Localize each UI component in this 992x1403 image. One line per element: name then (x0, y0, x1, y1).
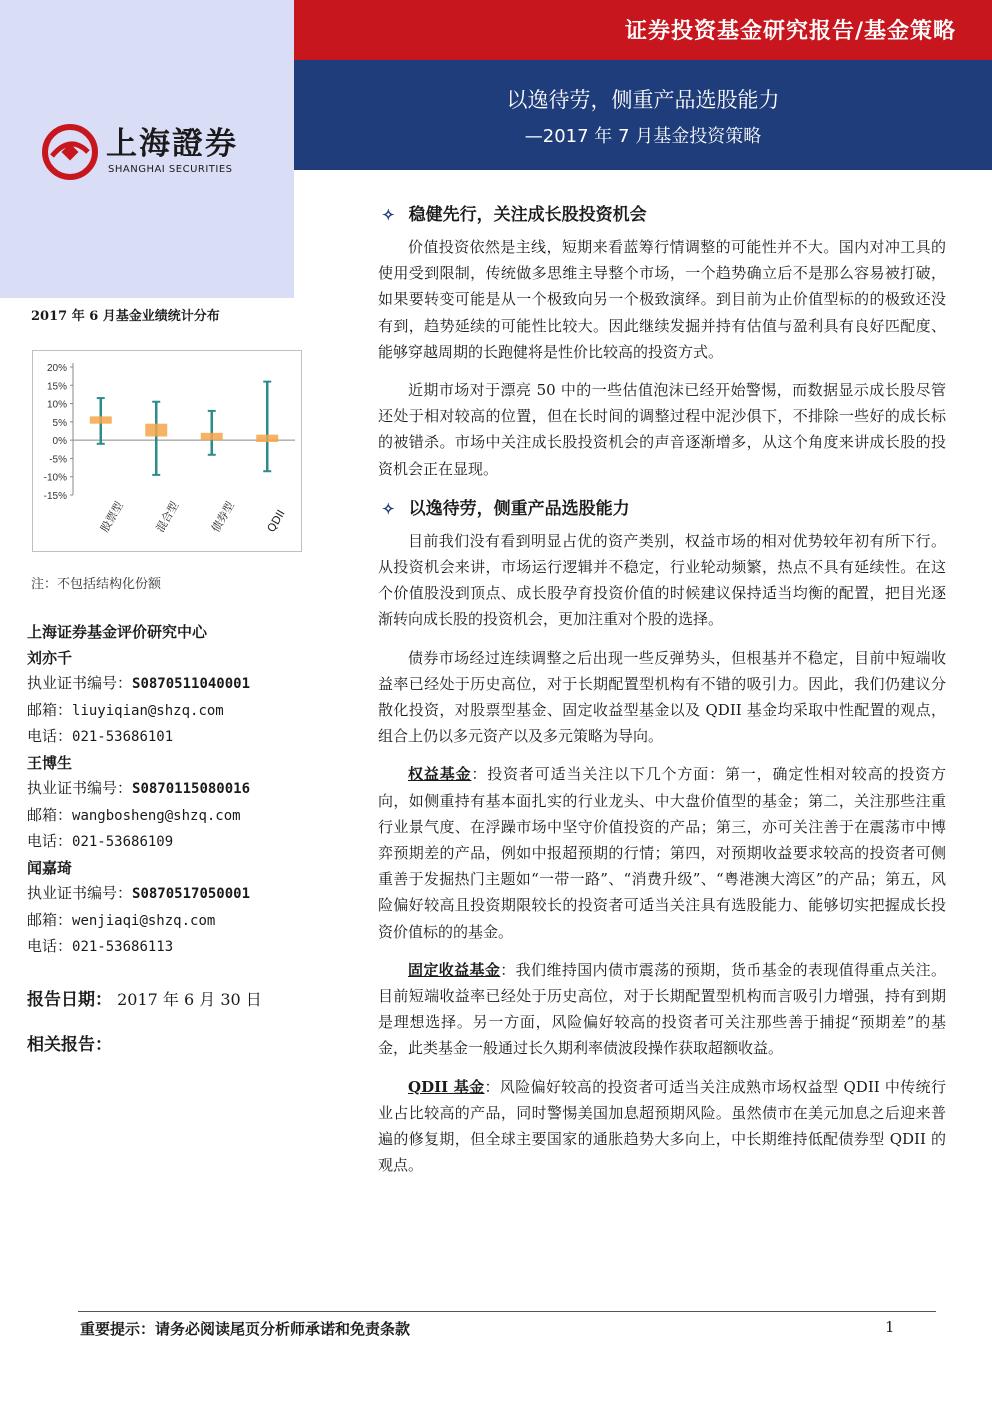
cert-label: 执业证书编号： (27, 674, 133, 692)
report-date-label: 报告日期： (27, 990, 112, 1010)
y-tick-label: -10% (43, 472, 67, 484)
chart-caption: 2017 年 6 月基金业绩统计分布 (31, 309, 220, 324)
email-label: 邮箱： (27, 805, 73, 824)
shanghai-securities-logo (42, 116, 302, 190)
y-tick-label: 5% (52, 417, 67, 429)
logo-english-text: SHANGHAI SECURITIES (108, 164, 233, 175)
cert-number: S0870511040001 (132, 676, 251, 692)
paragraph-equity-funds (378, 761, 946, 944)
diamond-bullet-icon: ✧ (382, 206, 395, 224)
paragraph-text: ：风险偏好较高的投资者可适当关注成熟市场权益型 QDII 中传统行业占比较高的产品，同时警惕美国加息超预期风险。虽然债市在美元加息之后迎来普遍的修复期，但全球主要国家的通胀趋势大多向上，中长期维持低配债券型 QDII 的观点。 (378, 1077, 946, 1175)
y-tick-label: -5% (49, 454, 67, 466)
footer-notice: 重要提示：请务必阅读尾页分析师承诺和免责条款 (80, 1320, 411, 1338)
phone-label: 电话： (27, 832, 73, 850)
paragraph-lead: QDII 基金 (408, 1077, 485, 1096)
x-tick-label: 债券型 (209, 499, 237, 535)
report-category-banner (294, 0, 992, 60)
paragraph-lead: 固定收益基金 (408, 960, 501, 979)
y-tick-label: 0% (52, 436, 67, 448)
box-iqr (145, 424, 167, 437)
diamond-bullet-icon: ✧ (382, 499, 395, 518)
analyst-email[interactable]: liuyiqian@shzq.com (72, 702, 224, 719)
analyst-name: 刘亦千 (27, 648, 73, 667)
chart-svg (33, 351, 301, 551)
paragraph-fixed-income-funds (378, 957, 946, 1062)
related-reports-label: 相关报告： (27, 1035, 112, 1055)
report-date-value: 2017 年 6 月 30 日 (117, 990, 262, 1009)
section-heading (382, 200, 946, 230)
report-body (378, 200, 946, 1191)
y-tick-label: -15% (43, 491, 67, 502)
y-tick-label: 10% (46, 399, 67, 411)
analyst-name: 王博生 (27, 753, 73, 772)
report-date (27, 985, 262, 1010)
phone-label: 电话： (27, 937, 73, 955)
header-left-panel (0, 0, 294, 298)
analyst-block (27, 856, 292, 961)
paragraph: 目前我们没有看到明显占优的资产类别，权益市场的相对优势较年初有所下行。从投资机会来讲，市场运行逻辑并不稳定，行业轮动频繁，热点不具有延续性。在这个价值股没到顶点、成长股孕育投资价值的时候建议保持适当均衡的配置，把目光逐渐转向成长股的投资机会，更加注重对个股的选择。 (378, 531, 946, 629)
phone-label: 电话： (27, 727, 73, 745)
research-center-name: 上海证券基金评价研究中心 (27, 623, 208, 641)
y-tick-label: 20% (46, 363, 67, 374)
box-iqr (201, 433, 223, 440)
logo-emblem-icon (42, 124, 98, 180)
analyst-email[interactable]: wangbosheng@shzq.com (72, 807, 241, 824)
x-tick-label: 股票型 (98, 499, 126, 535)
analyst-contacts (27, 620, 292, 961)
cert-number: S0870115080016 (132, 781, 251, 797)
analyst-block (27, 751, 292, 856)
section-heading (382, 494, 946, 524)
paragraph-text: ：我们维持国内债市震荡的预期，货币基金的表现值得重点关注。目前短端收益率已经处于历史高位，对于长期配置型机构而言吸引力增强，持有到期是理想选择。另一方面，风险偏好较高的投资者可关注那些善于捕捉“预期差”的基金，此类基金一般通过长久期利率债波段操作获取超额收益。 (378, 960, 946, 1058)
paragraph: 价值投资依然是主线，短期来看蓝筹行情调整的可能性并不大。国内对冲工具的使用受到限制，传统做多思维主导整个市场，一个趋势确立后不是那么容易被打破，如果要转变可能是从一个极致向另一个极致演绎。到目前为止价值型标的的极致还没有到，趋势延续的可能性比较大。因此继续发掘并持有估值与盈利具有良好匹配度、能够穿越周期的长跑健将是性价比较高的投资方式。 (378, 238, 946, 361)
y-tick-label: 15% (46, 381, 67, 393)
report-category: 证券投资基金研究报告/基金策略 (624, 19, 956, 44)
logo-chinese-text: 上海證券 (106, 126, 238, 162)
email-label: 邮箱： (27, 910, 73, 929)
footer-divider (78, 1311, 936, 1312)
report-title: 以逸待劳，侧重产品选股能力 (506, 88, 780, 112)
analyst-phone: 021-53686101 (72, 729, 174, 745)
performance-distribution-chart (32, 350, 302, 552)
title-banner (294, 60, 992, 170)
box-iqr (256, 435, 278, 442)
paragraph: 债券市场经过连续调整之后出现一些反弹势头，但根基并不稳定，目前中短端收益率已经处于历史高位，对于长期配置型机构有不错的吸引力。因此，我们仍建议分散化投资，对股票型基金、固定收益型基金以及 QDII 基金均采取中性配置的观点，组合上仍以多元资产以及多元策略为导向。 (378, 648, 946, 746)
analyst-email[interactable]: wenjiaqi@shzq.com (72, 912, 216, 929)
cert-number: S0870517050001 (132, 886, 251, 902)
section-heading-text: 以逸待劳，侧重产品选股能力 (408, 498, 630, 519)
paragraph-text: ：投资者可适当关注以下几个方面：第一，确定性相对较高的投资方向，如侧重持有基本面扎实的行业龙头、中大盘价值型的基金；第二，关注那些注重行业景气度、在浮躁市场中坚守价值投资的产品；第三，亦可关注善于在震荡市中博弈预期差的产品，例如中报超预期的行情；第四，对预期收益要求较高的投资者可侧重善于发掘热门主题如“一带一路”、“消费升级”、“粤港澳大湾区”的产品；第五，风险偏好较高且投资期限较长的投资者可适当关注具有选股能力、能够切实把握成长投资价值标的的基金。 (378, 765, 946, 941)
analyst-block (27, 646, 292, 751)
cert-label: 执业证书编号： (27, 779, 133, 797)
chart-note: 注：不包括结构化份额 (31, 577, 162, 592)
report-subtitle: —2017 年 7 月基金投资策略 (524, 126, 762, 147)
box-iqr (90, 416, 112, 423)
page-number: 1 (885, 1318, 895, 1336)
email-label: 邮箱： (27, 700, 73, 719)
section-heading-text: 稳健先行，关注成长股投资机会 (408, 205, 647, 225)
x-tick-label: QDII (264, 507, 288, 535)
cert-label: 执业证书编号： (27, 884, 133, 902)
analyst-name: 闻嘉琦 (27, 858, 73, 877)
analyst-phone: 021-53686109 (72, 834, 174, 850)
paragraph-lead: 权益基金 (408, 765, 472, 784)
analyst-phone: 021-53686113 (72, 939, 174, 955)
paragraph: 近期市场对于漂亮 50 中的一些估值泡沫已经开始警惕，而数据显示成长股尽管还处于相对较高的位置，但在长时间的调整过程中泥沙俱下，不排除一些好的成长标的被错杀。市场中关注成长股投资机会的声音逐渐增多，从这个角度来讲成长股的投资机会正在显现。 (378, 381, 946, 478)
paragraph-qdii-funds (378, 1074, 946, 1179)
x-tick-label: 混合型 (153, 499, 182, 535)
